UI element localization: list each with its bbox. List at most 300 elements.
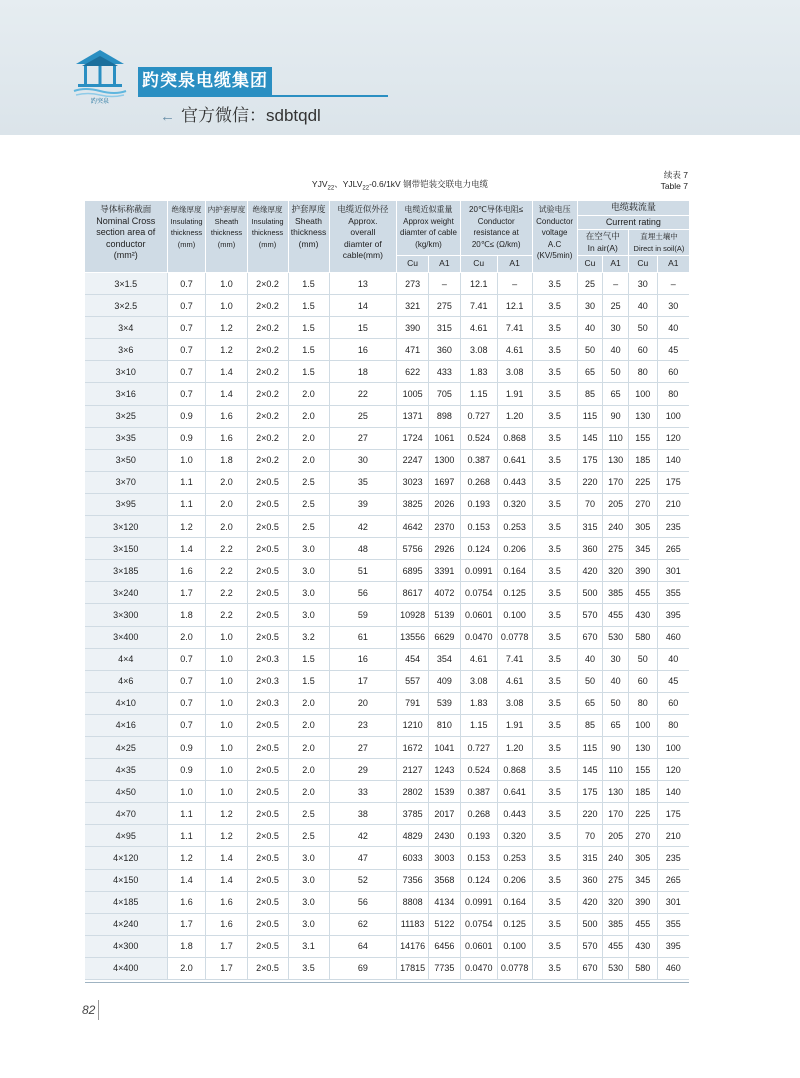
table-cell: 500 (577, 913, 603, 935)
table-cell: 1.2 (206, 825, 247, 847)
table-cell: – (428, 273, 460, 295)
table-cell: 62 (329, 913, 397, 935)
table-row (85, 803, 689, 825)
table-cell: 11183 (397, 913, 429, 935)
cell-section: 3×10 (85, 361, 167, 383)
table-cell: 2.0 (288, 692, 329, 714)
table-cell: 2017 (428, 803, 460, 825)
table-cell: 2×0.5 (247, 759, 288, 781)
table-cell: 3.08 (497, 361, 532, 383)
cell-section: 3×4 (85, 317, 167, 339)
table-cell: 390 (628, 891, 657, 913)
table-row (85, 538, 689, 560)
table-cell: 1539 (428, 781, 460, 803)
table-cell: 2×0.3 (247, 648, 288, 670)
table-cell: 810 (428, 714, 460, 736)
table-cell: 2×0.2 (247, 361, 288, 383)
table-cell: 0.0470 (460, 957, 497, 979)
table-row (85, 957, 689, 979)
table-cell: 360 (577, 869, 603, 891)
table-cell: 2×0.5 (247, 891, 288, 913)
table-cell: 33 (329, 781, 397, 803)
table-cell: 0.524 (460, 759, 497, 781)
col-header-weight-cu: Cu (397, 256, 429, 273)
table-cell: 395 (657, 935, 689, 957)
table-cell: 1.2 (206, 317, 247, 339)
table-cell: 235 (657, 516, 689, 538)
cell-section: 3×70 (85, 471, 167, 493)
cell-section: 4×35 (85, 759, 167, 781)
table-cell: 60 (628, 670, 657, 692)
table-cell: 2×0.2 (247, 339, 288, 361)
table-cell: 145 (577, 427, 603, 449)
table-cell: 25 (329, 405, 397, 427)
table-row (85, 935, 689, 957)
table-cell: 30 (577, 295, 603, 317)
col-header-inner-sheath: 内护套厚度 Sheath thickness (mm) (206, 201, 247, 273)
table-cell: 2×0.5 (247, 714, 288, 736)
table-cell: 4134 (428, 891, 460, 913)
wechat-text: 官方微信：sdbtqdl (181, 106, 321, 125)
table-cell: 39 (329, 493, 397, 515)
table-cell: 210 (657, 825, 689, 847)
table-cell: 235 (657, 847, 689, 869)
table-cell: 301 (657, 891, 689, 913)
table-cell: 3.5 (532, 803, 577, 825)
table-cell: 50 (628, 317, 657, 339)
table-cell: 40 (603, 670, 629, 692)
table-cell: 0.268 (460, 471, 497, 493)
table-cell: 1.6 (206, 427, 247, 449)
table-cell: 455 (603, 935, 629, 957)
table-row (85, 493, 689, 515)
cell-section: 4×25 (85, 736, 167, 758)
table-cell: 355 (657, 913, 689, 935)
table-cell: 50 (603, 361, 629, 383)
table-cell: 60 (657, 361, 689, 383)
table-cell: 0.7 (167, 670, 206, 692)
table-row (85, 714, 689, 736)
table-row (85, 295, 689, 317)
table-cell: 30 (603, 648, 629, 670)
table-cell: 3.08 (497, 692, 532, 714)
table-cell: 12.1 (497, 295, 532, 317)
table-cell: 2×0.2 (247, 405, 288, 427)
table-cell: 2×0.5 (247, 803, 288, 825)
table-cell: 42 (329, 825, 397, 847)
arrow-left-icon: ← (160, 108, 175, 125)
col-header-diameter: 电缆近似外径 Approx. overall diamter of cable(mm) (329, 201, 397, 273)
page-number: 82 (82, 1003, 96, 1017)
table-cell: 3023 (397, 471, 429, 493)
table-cell: 0.7 (167, 317, 206, 339)
table-cell: 40 (657, 317, 689, 339)
table-cell: 3.5 (532, 538, 577, 560)
table-cell: 3.0 (288, 869, 329, 891)
table-cell: 0.7 (167, 273, 206, 295)
table-cell: 225 (628, 803, 657, 825)
table-cell: 275 (428, 295, 460, 317)
table-cell: 2.2 (206, 604, 247, 626)
table-cell: 145 (577, 759, 603, 781)
table-cell: 80 (657, 714, 689, 736)
table-cell: 3.5 (532, 516, 577, 538)
table-cell: 460 (657, 957, 689, 979)
table-cell: 395 (657, 604, 689, 626)
table-cell: 2127 (397, 759, 429, 781)
table-cell: 2.0 (167, 957, 206, 979)
table-cell: 0.0991 (460, 560, 497, 582)
table-cell: 0.125 (497, 913, 532, 935)
table-cell: 2×0.3 (247, 692, 288, 714)
table-cell: 3.5 (532, 493, 577, 515)
table-cell: 1.0 (206, 626, 247, 648)
table-cell: 50 (577, 670, 603, 692)
table-cell: 1210 (397, 714, 429, 736)
table-cell: 1.91 (497, 714, 532, 736)
table-cell: 3.5 (532, 471, 577, 493)
table-cell: 570 (577, 604, 603, 626)
table-cell: 433 (428, 361, 460, 383)
table-cell: 385 (603, 913, 629, 935)
table-cell: 2926 (428, 538, 460, 560)
table-cell: 30 (603, 317, 629, 339)
table-cell: 56 (329, 582, 397, 604)
table-cell: 65 (577, 692, 603, 714)
table-cell: 305 (628, 847, 657, 869)
table-cell: 1.1 (167, 803, 206, 825)
table-cell: 27 (329, 427, 397, 449)
table-cell: 17 (329, 670, 397, 692)
table-cell: 0.253 (497, 516, 532, 538)
table-cell: 270 (628, 825, 657, 847)
wechat-account (160, 101, 321, 126)
table-cell: 30 (628, 273, 657, 295)
table-cell: 0.387 (460, 449, 497, 471)
col-header-air-al: A1 (603, 256, 629, 273)
table-cell: 320 (603, 891, 629, 913)
table-cell: 2×0.5 (247, 736, 288, 758)
table-cell: 0.7 (167, 648, 206, 670)
col-header-soil-cu: Cu (628, 256, 657, 273)
baotuquan-logo (70, 42, 130, 104)
table-cell: 0.153 (460, 847, 497, 869)
table-row (85, 361, 689, 383)
table-cell: 110 (603, 759, 629, 781)
table-cell: 0.124 (460, 869, 497, 891)
table-cell: 2.0 (288, 759, 329, 781)
table-cell: 1.7 (206, 935, 247, 957)
cell-section: 3×2.5 (85, 295, 167, 317)
table-cell: 3.5 (532, 670, 577, 692)
cell-section: 4×120 (85, 847, 167, 869)
table-cell: 3.2 (288, 626, 329, 648)
cell-section: 3×95 (85, 493, 167, 515)
table-cell: 20 (329, 692, 397, 714)
table-cell: 3.5 (532, 449, 577, 471)
table-cell: 7356 (397, 869, 429, 891)
cell-section: 4×400 (85, 957, 167, 979)
cell-section: 3×150 (85, 538, 167, 560)
cell-section: 3×300 (85, 604, 167, 626)
table-cell: 65 (603, 714, 629, 736)
table-cell: 3.08 (460, 670, 497, 692)
table-cell: 1.8 (167, 935, 206, 957)
table-cell: 5139 (428, 604, 460, 626)
table-cell: 670 (577, 957, 603, 979)
table-cell: 6456 (428, 935, 460, 957)
table-cell: 80 (657, 383, 689, 405)
table-cell: 60 (628, 339, 657, 361)
table-cell: 13 (329, 273, 397, 295)
table-cell: 0.727 (460, 736, 497, 758)
table-cell: 0.0991 (460, 891, 497, 913)
table-cell: 315 (577, 847, 603, 869)
table-cell: 2×0.2 (247, 449, 288, 471)
table-cell: 0.9 (167, 759, 206, 781)
col-header-resistance: 20℃导体电阻≤ Conductor resistance at 20℃≤ (Ω/km) (460, 201, 532, 256)
table-cell: 0.7 (167, 383, 206, 405)
col-header-outer-sheath: 护套厚度 Sheath thickness (mm) (288, 201, 329, 273)
table-cell: 1.1 (167, 471, 206, 493)
table-cell: 1.5 (288, 295, 329, 317)
table-cell: 16 (329, 339, 397, 361)
cable-spec-table (85, 201, 689, 980)
table-cell: 1.2 (167, 516, 206, 538)
cell-section: 3×6 (85, 339, 167, 361)
table-cell: 56 (329, 891, 397, 913)
cell-section: 3×185 (85, 560, 167, 582)
table-cell: 1.5 (288, 361, 329, 383)
table-row (85, 626, 689, 648)
table-cell: 100 (628, 714, 657, 736)
table-cell: 175 (657, 803, 689, 825)
cell-section: 3×16 (85, 383, 167, 405)
table-cell: 1.0 (206, 692, 247, 714)
table-cell: 3.0 (288, 582, 329, 604)
table-cell: 25 (577, 273, 603, 295)
table-cell: 0.0601 (460, 604, 497, 626)
table-cell: 500 (577, 582, 603, 604)
table-cell: 0.9 (167, 736, 206, 758)
table-cell: 0.0778 (497, 957, 532, 979)
table-cell: 7.41 (497, 317, 532, 339)
table-cell: 155 (628, 759, 657, 781)
table-cell: 580 (628, 957, 657, 979)
table-cell: 1.8 (167, 604, 206, 626)
table-cell: 557 (397, 670, 429, 692)
table-cell: 69 (329, 957, 397, 979)
table-cell: 2.0 (206, 471, 247, 493)
table-cell: 1.7 (206, 957, 247, 979)
table-cell: 3.5 (288, 957, 329, 979)
cell-section: 4×70 (85, 803, 167, 825)
table-cell: 115 (577, 736, 603, 758)
table-cell: 580 (628, 626, 657, 648)
cell-section: 4×300 (85, 935, 167, 957)
brand-name: 趵突泉电缆集团 (138, 67, 272, 95)
table-cell: 40 (628, 295, 657, 317)
table-cell: 2×0.5 (247, 493, 288, 515)
table-cell: 0.164 (497, 891, 532, 913)
table-cell: 1.2 (167, 847, 206, 869)
table-cell: 38 (329, 803, 397, 825)
table-cell: 0.320 (497, 493, 532, 515)
table-cell: 85 (577, 383, 603, 405)
table-cell: 2.0 (206, 516, 247, 538)
cell-section: 4×16 (85, 714, 167, 736)
table-cell: 0.9 (167, 427, 206, 449)
logo-caption: 趵突泉 (90, 98, 110, 104)
table-cell: 3.5 (532, 317, 577, 339)
table-cell: 185 (628, 781, 657, 803)
table-cell: 90 (603, 405, 629, 427)
table-cell: 65 (577, 361, 603, 383)
table-cell: 2×0.5 (247, 913, 288, 935)
table-cell: 1041 (428, 736, 460, 758)
table-cell: 2247 (397, 449, 429, 471)
table-cell: 0.320 (497, 825, 532, 847)
table-cell: 1061 (428, 427, 460, 449)
table-cell: 0.868 (497, 427, 532, 449)
table-cell: 430 (628, 604, 657, 626)
table-cell: 3.5 (532, 869, 577, 891)
table-cell: 530 (603, 957, 629, 979)
table-cell: 0.641 (497, 449, 532, 471)
table-cell: 17815 (397, 957, 429, 979)
table-cell: 2×0.5 (247, 957, 288, 979)
table-cell: 301 (657, 560, 689, 582)
table-row (85, 582, 689, 604)
table-cell: 1.0 (206, 670, 247, 692)
table-cell: 1.4 (167, 869, 206, 891)
table-row (85, 781, 689, 803)
cell-section: 3×50 (85, 449, 167, 471)
table-cell: 110 (603, 427, 629, 449)
table-cell: 22 (329, 383, 397, 405)
table-cell: 1.5 (288, 273, 329, 295)
table-cell: 220 (577, 803, 603, 825)
table-cell: 3.5 (532, 405, 577, 427)
table-cell: 570 (577, 935, 603, 957)
table-cell: 4829 (397, 825, 429, 847)
table-cell: 240 (603, 516, 629, 538)
table-cell: 100 (628, 383, 657, 405)
table-cell: 1724 (397, 427, 429, 449)
col-header-soil-al: A1 (657, 256, 689, 273)
table-cell: 0.124 (460, 538, 497, 560)
table-cell: 1.20 (497, 736, 532, 758)
col-header-weight-al: A1 (428, 256, 460, 273)
table-cell: 48 (329, 538, 397, 560)
table-cell: 8808 (397, 891, 429, 913)
table-cell: 1.83 (460, 692, 497, 714)
table-cell: 59 (329, 604, 397, 626)
table-cell: 120 (657, 759, 689, 781)
table-cell: 2.5 (288, 825, 329, 847)
table-cell: 791 (397, 692, 429, 714)
table-cell: 360 (577, 538, 603, 560)
table-cell: 1.6 (206, 891, 247, 913)
table-cell: 7735 (428, 957, 460, 979)
table-cell: 35 (329, 471, 397, 493)
table-cell: 12.1 (460, 273, 497, 295)
table-cell: 7.41 (460, 295, 497, 317)
table-cell: 3.5 (532, 427, 577, 449)
table-cell: 175 (657, 471, 689, 493)
table-cell: 273 (397, 273, 429, 295)
col-header-weight: 电缆近似重量 Approx weight diamter of cable (kg/km) (397, 201, 461, 256)
table-cell: 2×0.5 (247, 869, 288, 891)
table-cell: 0.7 (167, 714, 206, 736)
table-cell: 240 (603, 847, 629, 869)
cell-section: 4×95 (85, 825, 167, 847)
table-cell: 2.2 (206, 560, 247, 582)
table-cell: 30 (329, 449, 397, 471)
table-cell: 14 (329, 295, 397, 317)
table-cell: 3.5 (532, 339, 577, 361)
table-cell: 1.4 (167, 538, 206, 560)
table-row (85, 383, 689, 405)
table-cell: 2.0 (288, 427, 329, 449)
table-row (85, 825, 689, 847)
table-cell: 1005 (397, 383, 429, 405)
table-cell: 0.100 (497, 935, 532, 957)
cell-section: 3×35 (85, 427, 167, 449)
table-cell: 1672 (397, 736, 429, 758)
table-cell: 90 (603, 736, 629, 758)
continued-label-en: Table 7 (660, 181, 688, 191)
table-cell: 1.2 (206, 339, 247, 361)
table-cell: – (657, 273, 689, 295)
table-cell: 455 (628, 913, 657, 935)
table-cell: 140 (657, 449, 689, 471)
cell-section: 3×240 (85, 582, 167, 604)
table-cell: 100 (657, 736, 689, 758)
table-cell: 60 (657, 692, 689, 714)
table-cell: 3.5 (532, 582, 577, 604)
table-cell: 70 (577, 493, 603, 515)
table-cell: 0.387 (460, 781, 497, 803)
brand-underline (138, 95, 388, 97)
table-cell: 530 (603, 626, 629, 648)
table-cell: 175 (577, 781, 603, 803)
table-row (85, 648, 689, 670)
table-cell: 3.5 (532, 781, 577, 803)
cell-section: 4×6 (85, 670, 167, 692)
table-cell: 3.5 (532, 957, 577, 979)
table-cell: 42 (329, 516, 397, 538)
table-cell: 2.0 (288, 405, 329, 427)
table-row (85, 847, 689, 869)
table-row (85, 317, 689, 339)
table-cell: 40 (577, 317, 603, 339)
table-cell: 1.4 (206, 383, 247, 405)
table-cell: 2.5 (288, 803, 329, 825)
table-cell: 2.0 (288, 736, 329, 758)
table-cell: 3391 (428, 560, 460, 582)
table-cell: 0.206 (497, 869, 532, 891)
table-cell: 1.1 (167, 493, 206, 515)
table-row (85, 869, 689, 891)
table-row (85, 560, 689, 582)
table-cell: 1.7 (167, 582, 206, 604)
table-cell: 455 (628, 582, 657, 604)
table-row (85, 449, 689, 471)
col-header-air: 在空气中 In air(A) (577, 230, 628, 256)
cell-section: 4×4 (85, 648, 167, 670)
table-cell: 64 (329, 935, 397, 957)
